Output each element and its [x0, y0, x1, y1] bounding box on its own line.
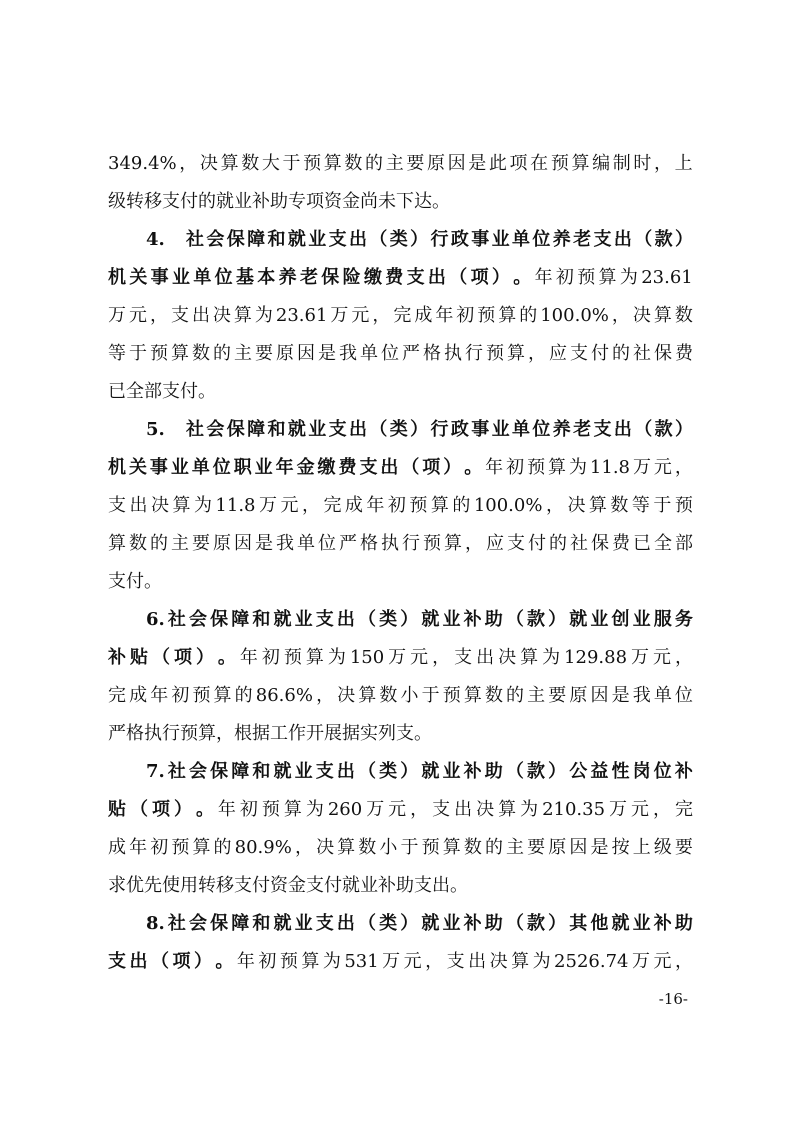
text-line: 支付。 [108, 571, 162, 592]
paragraph-p-item-5 [108, 411, 693, 601]
text-line: 完 成 年 初 预 算 的 86.6% ， 决 算 数 小 于 预 算 数 的 主 要 原 因 是 我 单 位 [108, 685, 693, 706]
text-line: 万 元 ， 支 出 决 算 为 23.61 万 元 ， 完 成 年 初 预 算 的 100.0% ， 决 算 数 [108, 305, 693, 326]
text-line: 349.4% ， 决 算 数 大 于 预 算 数 的 主 要 原 因 是 此 项 在 预 算 编 制 时 ， 上 [108, 153, 693, 174]
text-line: 等 于 预 算 数 的 主 要 原 因 是 我 单 位 严 格 执 行 预 算 ， 应 支 付 的 社 保 费 [108, 343, 693, 364]
text-line: 支 出 决 算 为 11.8 万 元 ， 完 成 年 初 预 算 的 100.0% ， 决 算 数 等 于 预 [108, 495, 693, 516]
document-body [108, 145, 693, 981]
text-line: 机 关 事 业 单 位 基 本 养 老 保 险 缴 费 支 出 （ 项 ） 。 年 初 预 算 为 23.61 [108, 267, 693, 288]
text-line: 成 年 初 预 算 的 80.9% ， 决 算 数 小 于 预 算 数 的 主 要 原 因 是 按 上 级 要 [108, 837, 693, 858]
text-line: 严格执行预算，根据工作开展据实列支。 [108, 723, 432, 744]
text-line: 4. 社 会 保 障 和 就 业 支 出 （ 类 ） 行 政 事 业 单 位 养 老 支 出 （ 款 ） [146, 229, 693, 250]
text-line: 级转移支付的就业补助专项资金尚未下达。 [108, 191, 450, 212]
text-line: 8. 社 会 保 障 和 就 业 支 出 （ 类 ） 就 业 补 助 （ 款 ） 其 他 就 业 补 助 [146, 913, 693, 934]
text-line: 5. 社 会 保 障 和 就 业 支 出 （ 类 ） 行 政 事 业 单 位 养 老 支 出 （ 款 ） [146, 419, 693, 440]
text-line: 已全部支付。 [108, 381, 216, 402]
paragraph-p-continuation [108, 145, 693, 221]
text-line: 求优先使用转移支付资金支付就业补助支出。 [108, 875, 468, 896]
paragraph-p-item-6 [108, 601, 693, 753]
paragraph-p-item-4 [108, 221, 693, 411]
text-line: 机 关 事 业 单 位 职 业 年 金 缴 费 支 出 （ 项 ） 。 年 初 预 算 为 11.8 万 元 ， [108, 457, 693, 478]
text-line: 支 出 （ 项 ） 。 年 初 预 算 为 531 万 元 ， 支 出 决 算 为 2526.74 万 元 ， [108, 951, 693, 972]
text-line: 补 贴 （ 项 ） 。 年 初 预 算 为 150 万 元 ， 支 出 决 算 为 129.88 万 元 ， [108, 647, 693, 668]
paragraph-p-item-7 [108, 753, 693, 905]
paragraph-p-item-8 [108, 905, 693, 981]
text-line: 算 数 的 主 要 原 因 是 我 单 位 严 格 执 行 预 算 ， 应 支 付 的 社 保 费 已 全 部 [108, 533, 693, 554]
page-number: -16- [658, 990, 688, 1008]
text-line: 贴 （ 项 ） 。 年 初 预 算 为 260 万 元 ， 支 出 决 算 为 210.35 万 元 ， 完 [108, 799, 693, 820]
text-line: 7. 社 会 保 障 和 就 业 支 出 （ 类 ） 就 业 补 助 （ 款 ） 公 益 性 岗 位 补 [146, 761, 693, 782]
text-line: 6. 社 会 保 障 和 就 业 支 出 （ 类 ） 就 业 补 助 （ 款 ） 就 业 创 业 服 务 [146, 609, 693, 630]
